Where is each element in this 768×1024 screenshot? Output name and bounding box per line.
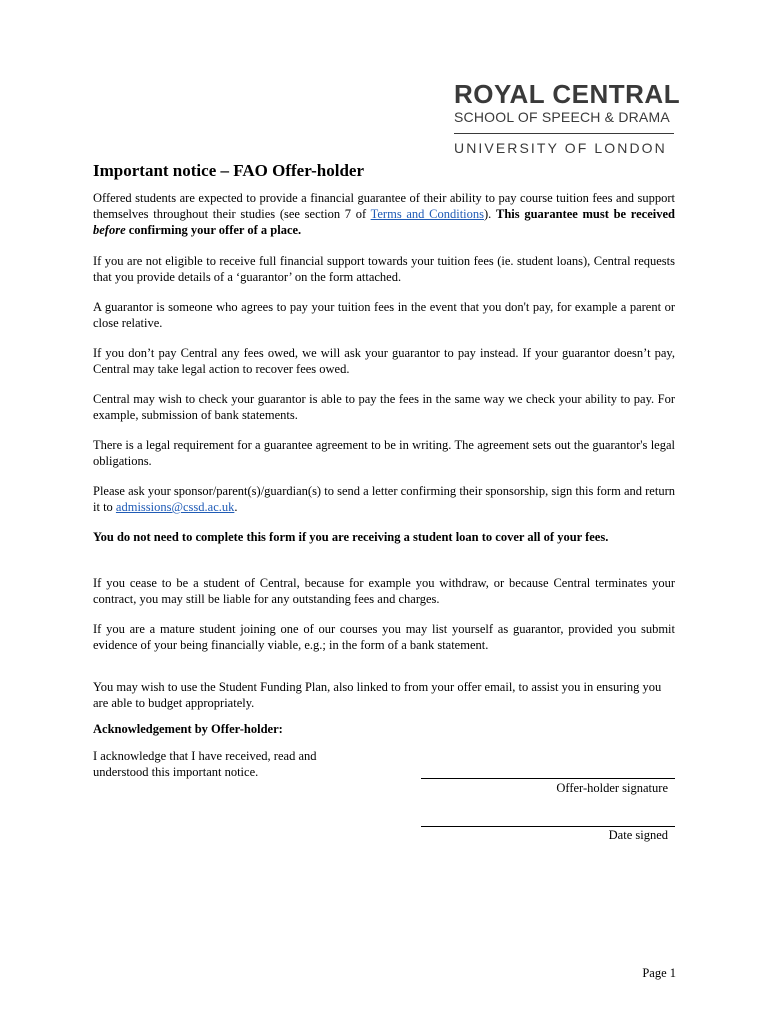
signature-label: Offer-holder signature — [556, 781, 668, 795]
acknowledgement-text: I acknowledge that I have received, read and understood this important notice. — [93, 749, 317, 779]
logo-main-text: ROYAL CENTRAL — [454, 79, 681, 109]
para7-text: Please ask your sponsor/parent(s)/guardian(s) to send a letter confirming their sponsorship, sign this form and return it to — [93, 484, 675, 514]
paragraph-eligibility: If you are not eligible to receive full financial support towards your tuition fees (ie. student loans), Central requests that you provide details of a ‘guarantor’ on the form attached. — [93, 254, 675, 284]
paragraph-funding-plan: You may wish to use the Student Funding Plan, also linked to from your offer email, to assist you in ensuring you are able to budget appropriately. — [93, 680, 662, 710]
para1-text-a: Offered students are expected to provide a financial guarantee of their ability to pay course tuition fees and support themselves throughout their studies (see section 7 of — [93, 191, 675, 221]
paragraph-student-loan-note: You do not need to complete this form if you are receiving a student loan to cover all of your fees. — [93, 530, 609, 544]
para1-bold-b: confirming your offer of a place. — [125, 223, 302, 237]
paragraph-legal-requirement: There is a legal requirement for a guarantee agreement to be in writing. The agreement sets out the guarantor's legal obligations. — [93, 438, 675, 468]
paragraph-return-form — [93, 483, 675, 515]
paragraph-mature-student: If you are a mature student joining one of our courses you may list yourself as guarantor, provided you submit evidence of your being financially viable, e.g.; in the form of a bank statement. — [93, 622, 675, 652]
para1-bold-italic: before — [93, 223, 126, 237]
acknowledgement-heading: Acknowledgement by Offer-holder: — [93, 722, 283, 736]
logo-sub-text: SCHOOL OF SPEECH & DRAMA — [454, 109, 670, 125]
signature-line[interactable] — [421, 778, 675, 779]
paragraph-guarantor-definition: A guarantor is someone who agrees to pay your tuition fees in the event that you don't pay, for example a parent or close relative. — [93, 300, 675, 330]
paragraph-financial-guarantee — [93, 190, 675, 238]
paragraph-cease-student: If you cease to be a student of Central, because for example you withdraw, or because Central terminates your contract, you may still be liable for any outstanding fees and charges. — [93, 576, 675, 606]
page-title: Important notice – FAO Offer-holder — [93, 161, 364, 180]
admissions-email-link[interactable]: admissions@cssd.ac.uk — [115, 500, 235, 514]
date-label: Date signed — [608, 828, 668, 842]
para7-end: . — [234, 500, 238, 514]
institution-logo — [454, 79, 681, 157]
terms-and-conditions-link[interactable]: Terms and Conditions — [370, 207, 485, 221]
para1-text-b: ). — [484, 207, 497, 221]
paragraph-non-payment: If you don’t pay Central any fees owed, we will ask your guarantor to pay instead. If your guarantor doesn’t pay, Central may take legal action to recover fees owed. — [93, 346, 675, 376]
page-number: Page 1 — [642, 966, 676, 980]
para1-bold-a: This guarantee must be received — [496, 207, 675, 221]
logo-university-text: UNIVERSITY OF LONDON — [454, 140, 667, 156]
logo-divider — [454, 133, 674, 134]
paragraph-check-guarantor: Central may wish to check your guarantor is able to pay the fees in the same way we check your ability to pay. For example, submission of bank statements. — [93, 392, 675, 422]
